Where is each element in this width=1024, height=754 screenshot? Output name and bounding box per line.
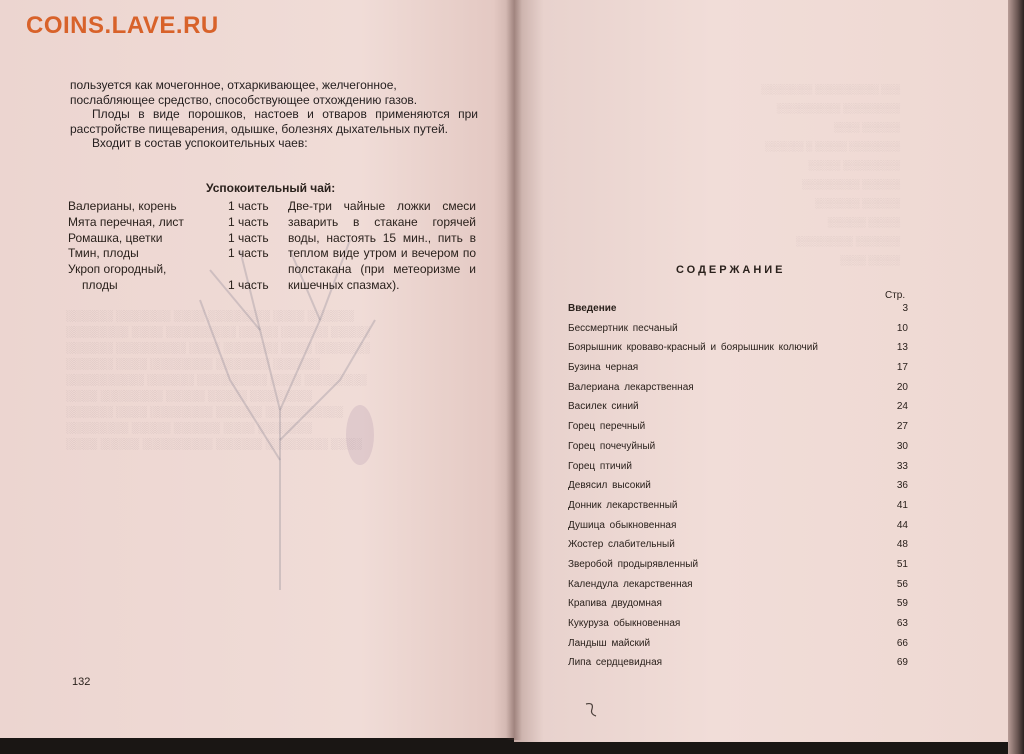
recipe-title: Успокоительный чай: xyxy=(206,181,336,195)
toc-entry[interactable] xyxy=(568,441,908,461)
toc-entry[interactable] xyxy=(568,500,908,520)
toc-title: Зверобой продырявленный xyxy=(568,558,699,570)
toc-title: Введение xyxy=(568,303,617,314)
ingredients-list xyxy=(68,199,278,294)
toc-title: Ландыш майский xyxy=(568,637,651,649)
ingredient-amount: 1 часть xyxy=(228,214,269,229)
recipe-instruction: Две-три чайные ложки смеси заварить в стакане горячей воды, настоять 15 мин., пить в теплом виде утром и вечером по полстакана (при метеоризме и кишечных спазмах). xyxy=(288,199,476,292)
toc-page: 3 xyxy=(902,303,908,314)
text-line: пользуется как мочегонное, отхаркивающее, желчегонное, xyxy=(70,78,397,92)
paragraph: Входит в состав успокоительных чаев: xyxy=(92,136,308,151)
toc-title: Горец перечный xyxy=(568,421,646,433)
ingredient-name: Валерианы, корень xyxy=(68,199,177,213)
toc-page: 41 xyxy=(896,499,908,511)
contents-heading: СОДЕРЖАНИЕ xyxy=(676,264,786,276)
toc-page: 59 xyxy=(896,598,908,610)
toc-entry[interactable] xyxy=(568,618,908,638)
toc-entry[interactable] xyxy=(568,657,908,677)
toc-entry[interactable] xyxy=(568,638,908,658)
toc-page: 44 xyxy=(896,519,908,531)
toc-title: Крапива двудомная xyxy=(568,598,662,610)
toc-page: 10 xyxy=(896,322,908,334)
toc-title: Душица обыкновенная xyxy=(568,519,677,531)
toc-page: 20 xyxy=(896,381,908,393)
ingredient-name: Тмин, плоды xyxy=(68,246,139,261)
toc-page: 69 xyxy=(896,657,908,669)
toc-page: 24 xyxy=(896,401,908,413)
show-through-text: ░░░░░░░░ ░░░░░░░░░░ ░░░ ░░░░░░░░░░ ░░░░░░░░░ ░░░░ ░░░░░░ ░░░░░░ ░ ░░░░░ ░░░░░░░░ ░░░░░ ░░░░░░░░░ ░░░░░░░░░ ░░░░░░ ░░░░░░░ ░░░░░░ ░░░░░░ ░░░░░ ░░░░░░░░░ ░░░░░░░ ░░░░ ░░░░░ xyxy=(761,84,900,265)
table-of-contents xyxy=(568,303,908,677)
toc-page: 30 xyxy=(896,440,908,452)
toc-entry[interactable] xyxy=(568,598,908,618)
page-number: 132 xyxy=(72,676,91,688)
toc-title: Боярышник кроваво-красный и боярышник колючий xyxy=(568,342,818,354)
toc-entry[interactable] xyxy=(568,520,908,540)
paragraph: Плоды в виде порошков, настоев и отваров применяются при расстройстве пищеварения, одышке, болезнях дыхательных путей. xyxy=(70,107,478,136)
text-line: послабляющее средство, способствующее отхождению газов. xyxy=(70,92,418,107)
ingredient-name: Ромашка, цветки xyxy=(68,230,163,245)
ingredient-row xyxy=(68,262,278,278)
toc-entry[interactable] xyxy=(568,559,908,579)
toc-title: Бузина черная xyxy=(568,362,639,374)
toc-title: Липа сердцевидная xyxy=(568,657,663,669)
ingredient-name: Укроп огородный, xyxy=(68,262,167,277)
ingredient-amount: 1 часть xyxy=(228,246,269,261)
toc-page: 48 xyxy=(896,539,908,551)
ingredient-row xyxy=(68,215,278,231)
toc-page: 56 xyxy=(896,578,908,590)
toc-entry[interactable] xyxy=(568,342,908,362)
show-through-text: ░░░░░░ ░░░░░░░ ░░░░ ░░░░░░░░ ░░░░ ░░░░░░ ░░░░░░░░ ░░░░ ░░░░░░░░░ ░░░░░ ░░░░░░ ░░░░░ ░░░░░░ ░░░░░░░░░ ░░░░ ░░░░░░░ ░░░░ ░░░░░░░ ░░░░░░ ░░░░ ░░░░░░░░ ░░░░░░░ ░░░░░░ ░░░░░░░░░░ ░░░░░░ ░░░░░░░░░ ░░░░ ░░░░░░░░ ░░░░ ░░░░░░░░ ░░░░░ ░░░░░ ░░░░░░░░ ░░░░░░ ░░░░ ░░░░░░░░ ░░░░░░ ░░░░░░░░░░ ░░░░░░░░ ░░░░░ ░░░░░░ ░░░░ ░░░░░░░ ░░░░ ░░░░░ ░░░░░░░░░ ░░░░░░ ░░░░░░░░ ░░░░ xyxy=(66,310,370,450)
ingredient-name: Мята перечная, лист xyxy=(68,214,184,229)
toc-title: Девясил высокий xyxy=(568,480,651,492)
toc-title: Василек синий xyxy=(568,401,639,413)
toc-entry[interactable] xyxy=(568,323,908,343)
toc-page: 27 xyxy=(896,421,908,433)
toc-entry[interactable] xyxy=(568,461,908,481)
toc-entry[interactable] xyxy=(568,303,908,323)
toc-page: 17 xyxy=(896,362,908,374)
body-text xyxy=(70,78,478,151)
ingredient-row xyxy=(68,246,278,262)
toc-page: 51 xyxy=(896,558,908,570)
toc-title: Горец почечуйный xyxy=(568,440,656,452)
toc-title: Донник лекарственный xyxy=(568,499,678,511)
toc-entry[interactable] xyxy=(568,539,908,559)
ingredient-row xyxy=(68,278,278,294)
ingredient-row xyxy=(68,199,278,215)
toc-page: 33 xyxy=(896,460,908,472)
toc-title: Горец птичий xyxy=(568,460,632,472)
toc-title: Календула лекарственная xyxy=(568,578,693,590)
toc-page: 36 xyxy=(896,480,908,492)
toc-entry[interactable] xyxy=(568,421,908,441)
toc-entry[interactable] xyxy=(568,401,908,421)
toc-title: Бессмертник песчаный xyxy=(568,322,678,334)
ingredient-name: плоды xyxy=(82,277,118,292)
toc-page: 63 xyxy=(896,618,908,629)
pen-mark xyxy=(582,700,602,720)
toc-entry[interactable] xyxy=(568,480,908,500)
toc-entry[interactable] xyxy=(568,362,908,382)
toc-entry[interactable] xyxy=(568,579,908,599)
toc-title: Кукуруза обыкновенная xyxy=(568,618,681,629)
ingredient-amount: 1 часть xyxy=(228,199,269,213)
ingredient-amount: 1 часть xyxy=(228,277,269,292)
toc-entry[interactable] xyxy=(568,382,908,402)
ingredient-row xyxy=(68,231,278,247)
book-gutter xyxy=(506,0,522,740)
site-watermark: COINS.LAVE.RU xyxy=(26,12,219,39)
ingredient-amount: 1 часть xyxy=(228,230,269,245)
toc-title: Валериана лекарственная xyxy=(568,381,694,393)
page-column-label: Стр. xyxy=(885,290,906,301)
ingredient-amount xyxy=(228,262,278,278)
toc-page: 13 xyxy=(896,342,908,354)
toc-title: Жостер слабительный xyxy=(568,539,675,551)
toc-page: 66 xyxy=(896,637,908,649)
page-edge xyxy=(1008,0,1024,754)
